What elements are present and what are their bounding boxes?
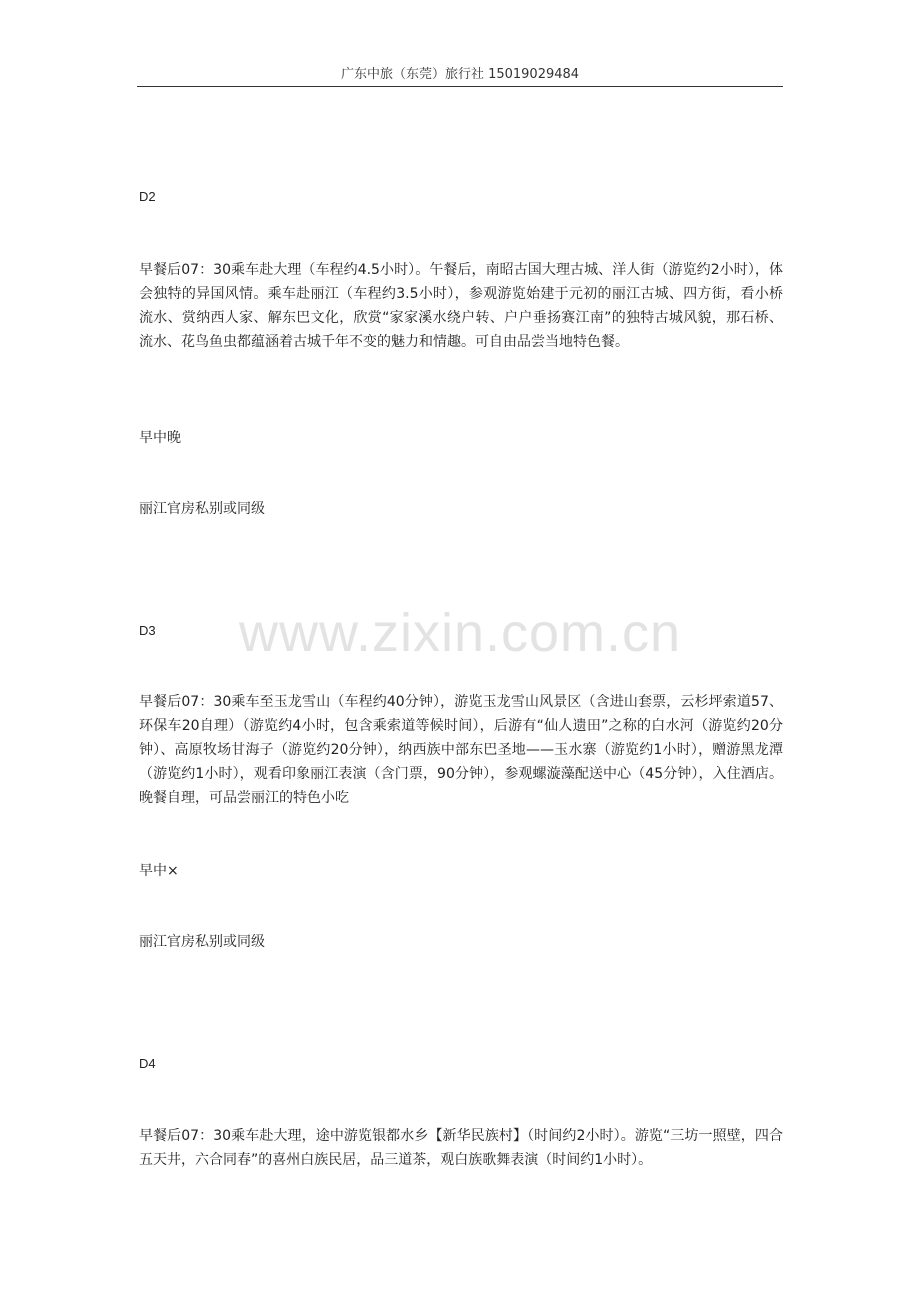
day-description-d2: 早餐后07：30乘车赴大理（车程约4.5小时）。午餐后，南昭古国大理古城、洋人街（游览约2小时），体会独特的异国风情。乘车赴丽江（车程约3.5小时），参观游览始建于元初的丽江古城、四方街，看小桥流水、赏纳西人家、解东巴文化，欣赏“家家溪水绕户转、户户垂扬赛江南”的独特古城风貌，那石桥、流水、花鸟鱼虫都蕴涵着古城千年不变的魅力和情趣。可自由品尝当地特色餐。 [139, 262, 783, 350]
meals-d2: 早中晚 [139, 430, 181, 446]
day-label-d3: D3 [139, 623, 156, 638]
day-description-d4: 早餐后07：30乘车赴大理，途中游览银都水乡【新华民族村】（时间约2小时）。游览“三坊一照壁，四合五天井，六合同春”的喜州白族民居，品三道茶，观白族歌舞表演（时间约1小时）。 [139, 1128, 783, 1168]
hotel-d3: 丽江官房私别或同级 [139, 934, 265, 950]
day-label-d4: D4 [139, 1056, 156, 1071]
hotel-d2: 丽江官房私别或同级 [139, 501, 265, 517]
meals-d3: 早中× [139, 863, 179, 879]
page-header: 广东中旅（东莞）旅行社 15019029484 [137, 64, 783, 87]
day-description-d3: 早餐后07：30乘车至玉龙雪山（车程约40分钟），游览玉龙雪山风景区（含进山套票，云杉坪索道57、环保车20自理）（游览约4小时，包含乘索道等候时间），后游有“仙人遗田”之称的白水河（游览约20分钟）、高原牧场甘海子（游览约20分钟），纳西族中部东巴圣地——玉水寨（游览约1小时），赠游黑龙潭（游览约1小时），观看印象丽江表演（含门票，90分钟），参观螺漩藻配送中心（45分钟），入住酒店。晚餐自理，可品尝丽江的特色小吃 [139, 694, 783, 806]
watermark: www.zixin.com.cn [238, 603, 682, 663]
day-label-d2: D2 [139, 189, 156, 204]
